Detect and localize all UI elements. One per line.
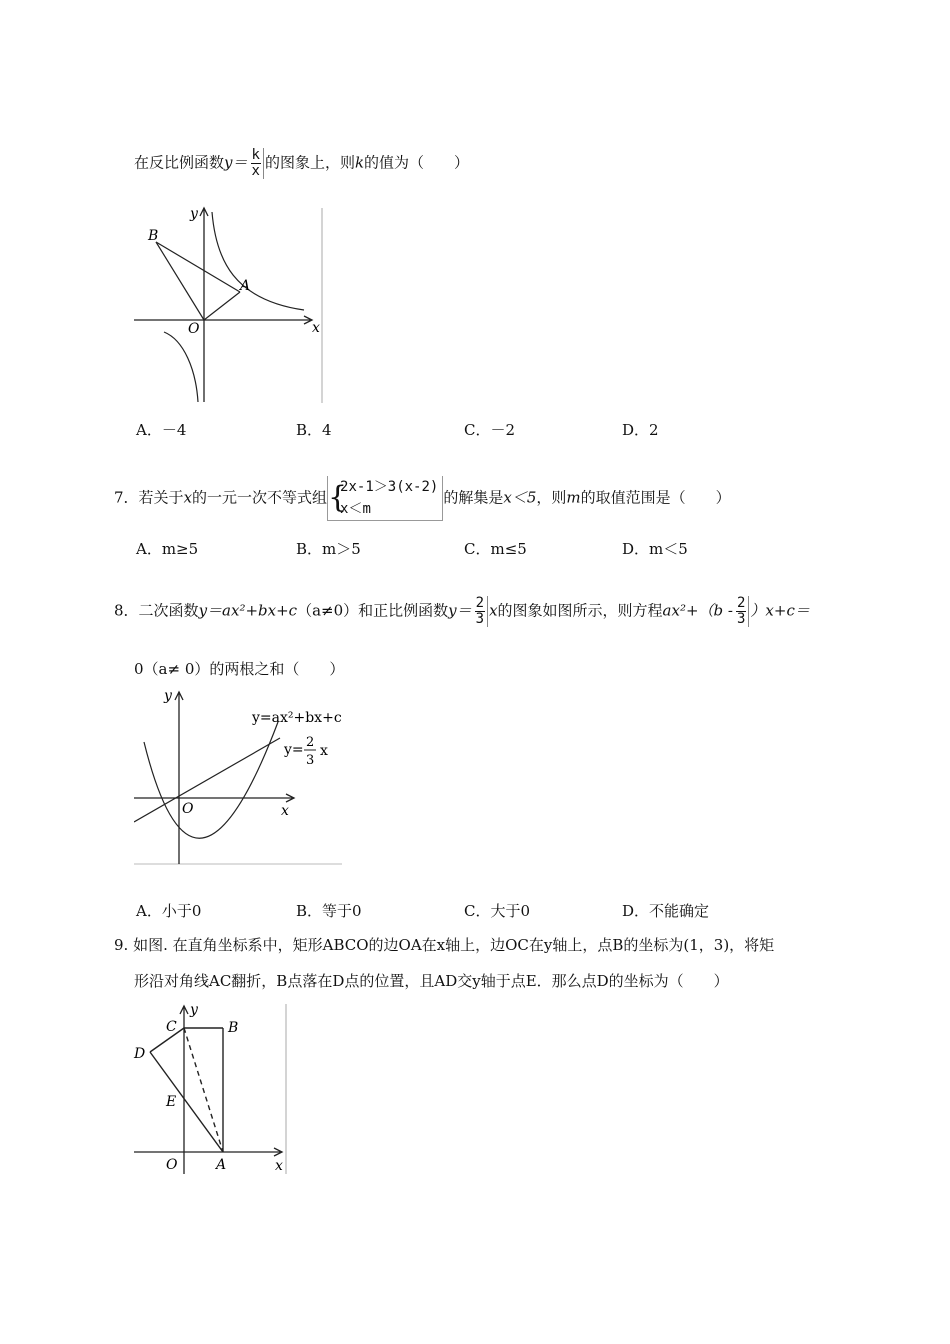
q8-fig-linear-label-pre: y= [284, 742, 304, 758]
q8-stem [114, 596, 810, 627]
q7-text: 若关于 [138, 488, 184, 507]
q6-fig-o-label: O [188, 321, 200, 337]
q6-frac-den: x [251, 163, 260, 179]
q6-text-post: 的图象上，则 [264, 153, 355, 172]
q7-condition: x＜5 [503, 488, 537, 507]
q6-text-end: 的值为（ ） [364, 153, 470, 172]
q7-system-line-1: 2x-1＞3(x-2) [340, 479, 439, 495]
q8-option-a[interactable]: A．小于0 [136, 902, 202, 920]
q8-linear-pre: y＝ [448, 601, 472, 620]
q8-option-b[interactable]: B．等于0 [296, 902, 362, 920]
q9-fig-b-label: B [228, 1020, 239, 1036]
q7-option-c[interactable]: C．m≤5 [464, 540, 527, 558]
q6-stem [134, 148, 469, 179]
q8-condition: （a≠0） [297, 601, 359, 620]
q6-option-b[interactable]: B．4 [296, 421, 332, 439]
q9-fig-c-label: C [166, 1019, 177, 1035]
q6-fig-b-label: B [148, 228, 159, 244]
q8-fig-linear-x: x [320, 743, 328, 759]
q8-equation-a: ax²+（b - [662, 601, 733, 620]
q7-stem [114, 476, 731, 521]
q8-text: 二次函数 [138, 601, 199, 620]
q6-text: 在反比例函数 [134, 153, 225, 172]
q8-frac-den: 3 [475, 611, 485, 627]
q8-option-c[interactable]: C．大于0 [464, 902, 531, 920]
q6-option-d[interactable]: D．2 [622, 421, 659, 439]
q8-eq-fraction [734, 596, 749, 627]
q6-y: y＝ [224, 153, 248, 172]
q6-frac-num: k [251, 147, 260, 163]
q6-k: k [354, 153, 365, 172]
q8-fig-linear-den: 3 [306, 753, 315, 768]
q8-fig-y-label: y [164, 688, 172, 704]
q8-equation-b: ）x+c＝ [750, 601, 810, 620]
q8-text-c: 的图象如图所示，则方程 [497, 601, 663, 620]
q9-stem-line-1: 9. 如图. 在直角坐标系中，矩形ABCO的边OA在x轴上，边OC在y轴上，点B的坐标为(1，3)，将矩 [114, 936, 775, 954]
q6-fig-a-label: A [240, 278, 251, 294]
q7-system-line-2: x＜m [340, 501, 371, 517]
q9-fig-o-label: O [166, 1157, 178, 1173]
q8-eq-frac-num: 2 [736, 595, 746, 611]
q8-fraction [473, 596, 488, 627]
q9-stem-line-2: 形沿对角线AC翻折，B点落在D点的位置，且AD交y轴于点E．那么点D的坐标为（ ） [134, 972, 729, 990]
q8-text-b: 和正比例函数 [358, 601, 449, 620]
q9-fig-a-label: A [216, 1157, 227, 1173]
q6-option-c[interactable]: C．－2 [464, 421, 516, 439]
q7-m: m [566, 488, 581, 507]
q8-number: 8． [114, 601, 139, 620]
q8-frac-num: 2 [475, 595, 485, 611]
q7-option-a[interactable]: A．m≥5 [136, 540, 199, 558]
q7-text-c: 的解集是 [443, 488, 504, 507]
q8-figure [134, 686, 344, 868]
q8-stem-line-2: 0（a≠ 0）的两根之和（ ） [134, 660, 345, 678]
q6-fig-x-label: x [312, 320, 320, 336]
q8-fig-o-label: O [182, 801, 194, 817]
q9-fig-x-label: x [275, 1158, 283, 1174]
q7-option-d[interactable]: D．m＜5 [622, 540, 688, 558]
q7-inequality-system: { 2x-1＞3(x-2) x＜m [327, 476, 443, 521]
q9-fig-d-label: D [134, 1046, 146, 1062]
q6-option-a[interactable]: A．－4 [136, 421, 187, 439]
q8-fig-linear-num: 2 [306, 735, 315, 750]
q6-fraction [249, 148, 264, 179]
q7-number: 7． [114, 488, 139, 507]
q7-option-b[interactable]: B．m＞5 [296, 540, 361, 558]
q9-fig-y-label: y [190, 1002, 198, 1018]
q8-quadratic: y＝ax²+bx+c [198, 601, 298, 620]
q7-text-b: 的一元一次不等式组 [192, 488, 328, 507]
q8-option-d[interactable]: D．不能确定 [622, 902, 710, 920]
q8-fig-x-label: x [281, 803, 289, 819]
q8-fig-quad-label: y=ax²+bx+c [252, 710, 342, 726]
q7-text-d: ，则 [536, 488, 567, 507]
q9-fig-e-label: E [166, 1094, 177, 1110]
q7-text-e: 的取值范围是（ ） [580, 488, 731, 507]
q7-x: x [183, 488, 193, 507]
q6-fig-y-label: y [190, 206, 198, 222]
q8-linear-x: x [489, 601, 498, 620]
q8-eq-frac-den: 3 [736, 611, 746, 627]
q6-figure [134, 200, 326, 405]
q9-figure [132, 1000, 292, 1176]
